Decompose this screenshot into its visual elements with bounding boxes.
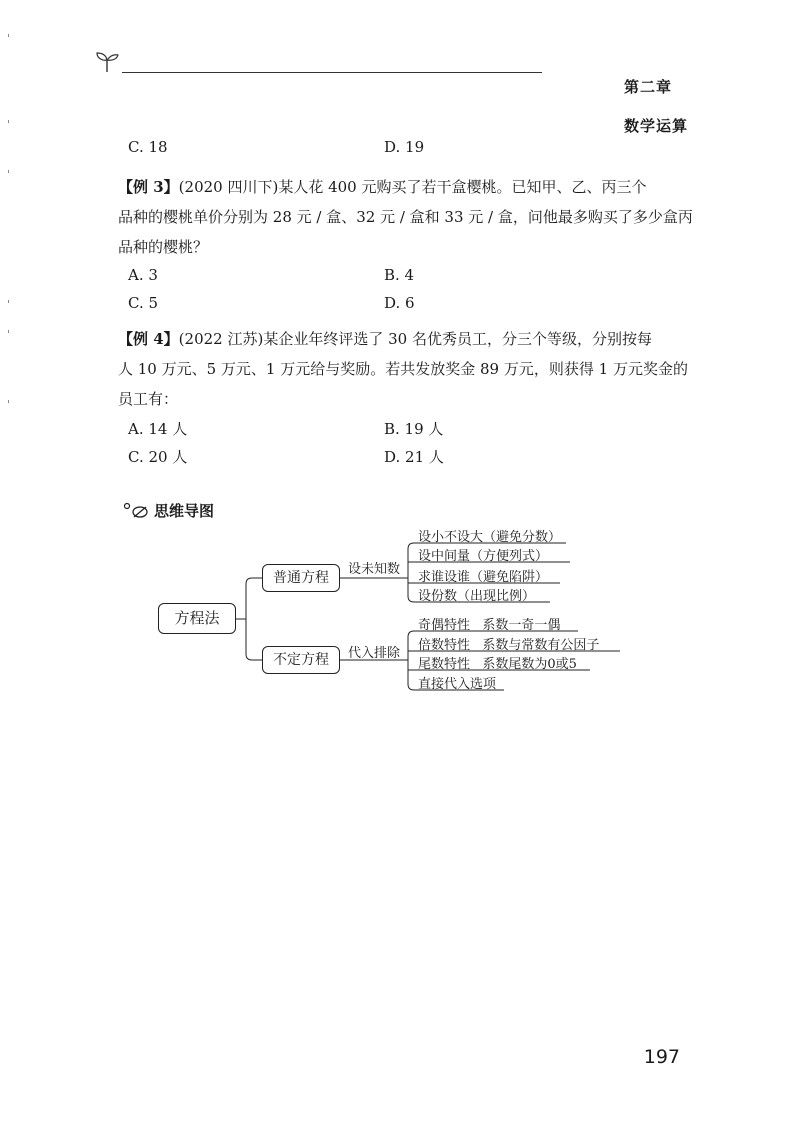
mind-map-root: 方程法 [158, 603, 236, 634]
example-3-label: 【例 3】 [118, 178, 179, 196]
leaf-ordinary-4: 设份数（出现比例） [418, 589, 536, 604]
connector-set-unknowns: 设未知数 [348, 562, 401, 577]
example-4-option-a: A. 14 人 [128, 420, 188, 438]
scan-speck [8, 34, 9, 37]
scan-speck [8, 300, 9, 303]
page-number: 197 [643, 1046, 680, 1068]
leaf-ordinary-3: 求谁设谁（避免陷阱） [418, 570, 549, 585]
scan-speck [8, 170, 9, 173]
option-c: C. 18 [128, 138, 168, 156]
leaf-ordinary-2: 设中间量（方便列式） [418, 549, 549, 564]
example-3-option-d: D. 6 [384, 294, 415, 312]
section-label: 数学运算 [623, 117, 688, 135]
example-3-line-2: 品种的樱桃单价分别为 28 元 / 盒、32 元 / 盒和 33 元 / 盒，问他最多购买了多少盒丙 [118, 208, 693, 226]
leaf-indeterminate-1: 奇偶特性 系数一奇一偶 [418, 618, 561, 633]
branch-indeterminate-equation: 不定方程 [262, 646, 340, 674]
leaf-indeterminate-4: 直接代入选项 [418, 677, 497, 692]
example-4-line-2: 人 10 万元、5 万元、1 万元给与奖励。若共发放奖金 89 万元，则获得 1 万元奖金的 [118, 360, 688, 378]
scan-speck [8, 120, 9, 123]
example-3-option-b: B. 4 [384, 266, 415, 284]
branch-ordinary-equation: 普通方程 [262, 564, 340, 592]
leaf-indeterminate-3: 尾数特性 系数尾数为0或5 [418, 657, 577, 672]
mind-map-title: 思维导图 [154, 502, 215, 520]
example-3-option-a: A. 3 [128, 266, 158, 284]
connector-substitute-exclude: 代入排除 [348, 646, 401, 661]
example-3-option-c: C. 5 [128, 294, 159, 312]
leaf-indeterminate-2: 倍数特性 系数与常数有公因子 [418, 638, 600, 653]
option-d: D. 19 [384, 138, 425, 156]
example-4-line-3: 员工有： [118, 390, 179, 408]
scan-speck [8, 330, 9, 333]
example-4-label: 【例 4】 [118, 330, 179, 348]
example-4-line-1: 【例 4】(2022 江苏)某企业年终评选了 30 名优秀员工，分三个等级，分别按每 [118, 330, 652, 348]
chapter-label: 第二章 [623, 78, 672, 96]
leaf-ordinary-1: 设小不设大（避免分数） [418, 530, 562, 545]
example-4-option-d: D. 21 人 [384, 448, 444, 466]
scan-speck [8, 400, 9, 403]
example-4-option-c: C. 20 人 [128, 448, 188, 466]
example-3-line-1: 【例 3】(2020 四川下)某人花 400 元购买了若干盒樱桃。已知甲、乙、丙三个 [118, 178, 647, 196]
example-4-option-b: B. 19 人 [384, 420, 444, 438]
example-3-line-3: 品种的樱桃？ [118, 238, 209, 256]
